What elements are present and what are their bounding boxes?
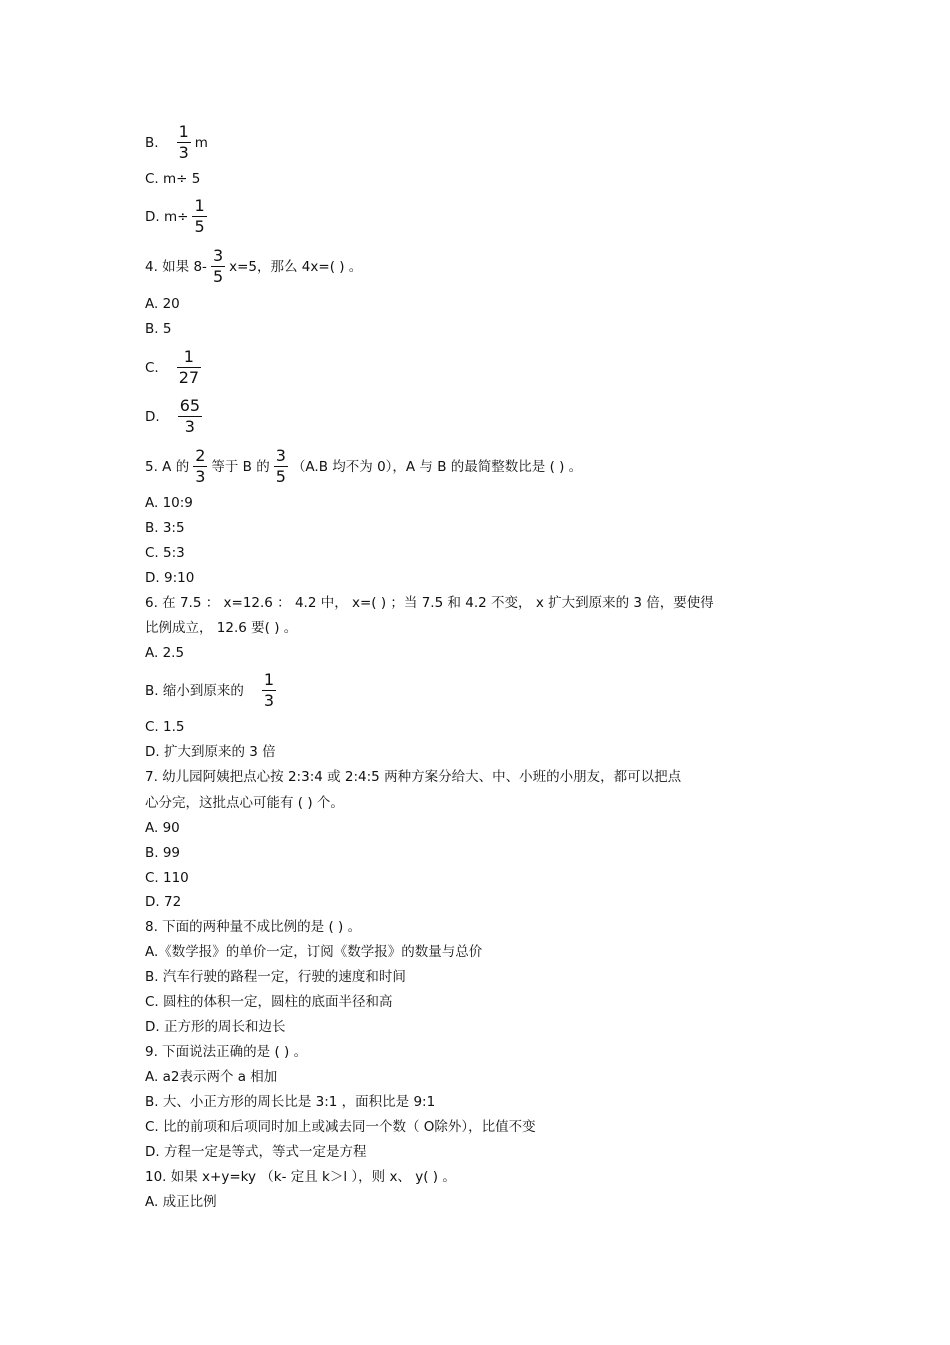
- fraction-denominator: 5: [212, 267, 224, 286]
- question-6-stem-line1: 6. 在 7.5 ： x=12.6 ： 4.2 中， x=( ) ；当 7.5 和 4.2 不变， x 扩大到原来的 3 倍，要使得: [145, 595, 714, 611]
- q8-option-b: B. 汽车行驶的路程一定，行驶的速度和时间: [145, 969, 406, 985]
- q4-option-c: [145, 347, 205, 388]
- q6-option-c: C. 1.5: [145, 719, 185, 735]
- fraction: [177, 347, 201, 388]
- option-unit: m: [194, 134, 208, 151]
- q9-option-a: A. a2表示两个 a 相加: [145, 1069, 278, 1085]
- fraction: [274, 446, 288, 487]
- fraction-numerator: 2: [195, 446, 206, 465]
- fraction-denominator: 5: [194, 217, 205, 236]
- fraction: [177, 122, 191, 163]
- q7-option-a: A. 90: [145, 820, 180, 836]
- option-text: D. m÷: [145, 208, 189, 225]
- q4-option-a: A. 20: [145, 296, 180, 312]
- fraction-denominator: 3: [178, 143, 189, 162]
- question-10-stem: 10. 如果 x+y=ky （k- 定且 k＞l ），则 x、 y( ) 。: [145, 1169, 456, 1185]
- fraction-numerator: 65: [179, 396, 201, 415]
- question-7-stem-line2: 心分完，这批点心可能有 ( ) 个。: [145, 795, 344, 811]
- fraction-numerator: 1: [194, 196, 205, 215]
- fraction: [211, 246, 225, 287]
- q8-option-c: C. 圆柱的体积一定，圆柱的底面半径和高: [145, 994, 393, 1010]
- fraction-numerator: 1: [183, 347, 194, 366]
- q3-option-c: C. m÷ 5: [145, 171, 201, 187]
- q6-option-d: D. 扩大到原来的 3 倍: [145, 744, 276, 760]
- question-5-stem: [145, 446, 582, 487]
- q9-option-c: C. 比的前项和后项同时加上或减去同一个数（ O除外），比值不变: [145, 1119, 536, 1135]
- q7-option-b: B. 99: [145, 845, 181, 861]
- fraction-denominator: 27: [178, 368, 200, 387]
- option-label: C.: [145, 359, 159, 376]
- q5-option-b: B. 3:5: [145, 520, 185, 536]
- q8-option-d: D. 正方形的周长和边长: [145, 1019, 286, 1035]
- question-8-stem: 8. 下面的两种量不成比例的是 ( ) 。: [145, 919, 362, 935]
- option-label: B.: [145, 134, 159, 151]
- fraction-denominator: 3: [263, 691, 275, 710]
- stem-text: x=5，那么 4x=( ) 。: [229, 258, 363, 275]
- option-label: D.: [145, 408, 160, 425]
- q4-option-b: B. 5: [145, 321, 172, 337]
- question-9-stem: 9. 下面说法正确的是 ( ) 。: [145, 1044, 308, 1060]
- fraction: [262, 670, 276, 711]
- fraction: [178, 396, 202, 437]
- q3-option-b: [145, 122, 208, 163]
- fraction-denominator: 5: [275, 467, 286, 486]
- q9-option-d: D. 方程一定是等式，等式一定是方程: [145, 1144, 367, 1160]
- q7-option-d: D. 72: [145, 894, 182, 910]
- stem-text: 5. A 的: [145, 458, 190, 475]
- q6-option-a: A. 2.5: [145, 645, 185, 661]
- fraction-numerator: 3: [275, 446, 286, 465]
- fraction-numerator: 3: [212, 246, 224, 265]
- q3-option-d: [145, 196, 211, 237]
- q10-option-a: A. 成正比例: [145, 1194, 217, 1210]
- option-text: B. 缩小到原来的: [145, 682, 244, 699]
- fraction: [193, 446, 207, 487]
- stem-text: （A.B 均不为 0），A 与 B 的最简整数比是 ( ) 。: [291, 458, 583, 475]
- question-7-stem-line1: 7. 幼儿园阿姨把点心按 2:3:4 或 2:4:5 两种方案分给大、中、小班的小朋友，都可以把点: [145, 769, 682, 785]
- q7-option-c: C. 110: [145, 870, 189, 886]
- question-4-stem: [145, 246, 362, 287]
- fraction-denominator: 3: [184, 417, 195, 436]
- fraction-denominator: 3: [195, 467, 206, 486]
- q4-option-d: [145, 396, 206, 437]
- stem-text: 等于 B 的: [211, 458, 270, 475]
- q5-option-d: D. 9:10: [145, 570, 195, 586]
- q8-option-a: A.《数学报》的单价一定，订阅《数学报》的数量与总价: [145, 944, 483, 960]
- fraction-numerator: 1: [263, 670, 275, 689]
- question-6-stem-line2: 比例成立， 12.6 要( ) 。: [145, 620, 298, 636]
- fraction: [192, 196, 206, 237]
- q5-option-a: A. 10:9: [145, 495, 193, 511]
- q6-option-b: [145, 670, 280, 711]
- q9-option-b: B. 大、小正方形的周长比是 3:1 ，面积比是 9:1: [145, 1094, 436, 1110]
- q5-option-c: C. 5:3: [145, 545, 185, 561]
- stem-text: 4. 如果 8-: [145, 258, 207, 275]
- fraction-numerator: 1: [178, 122, 189, 141]
